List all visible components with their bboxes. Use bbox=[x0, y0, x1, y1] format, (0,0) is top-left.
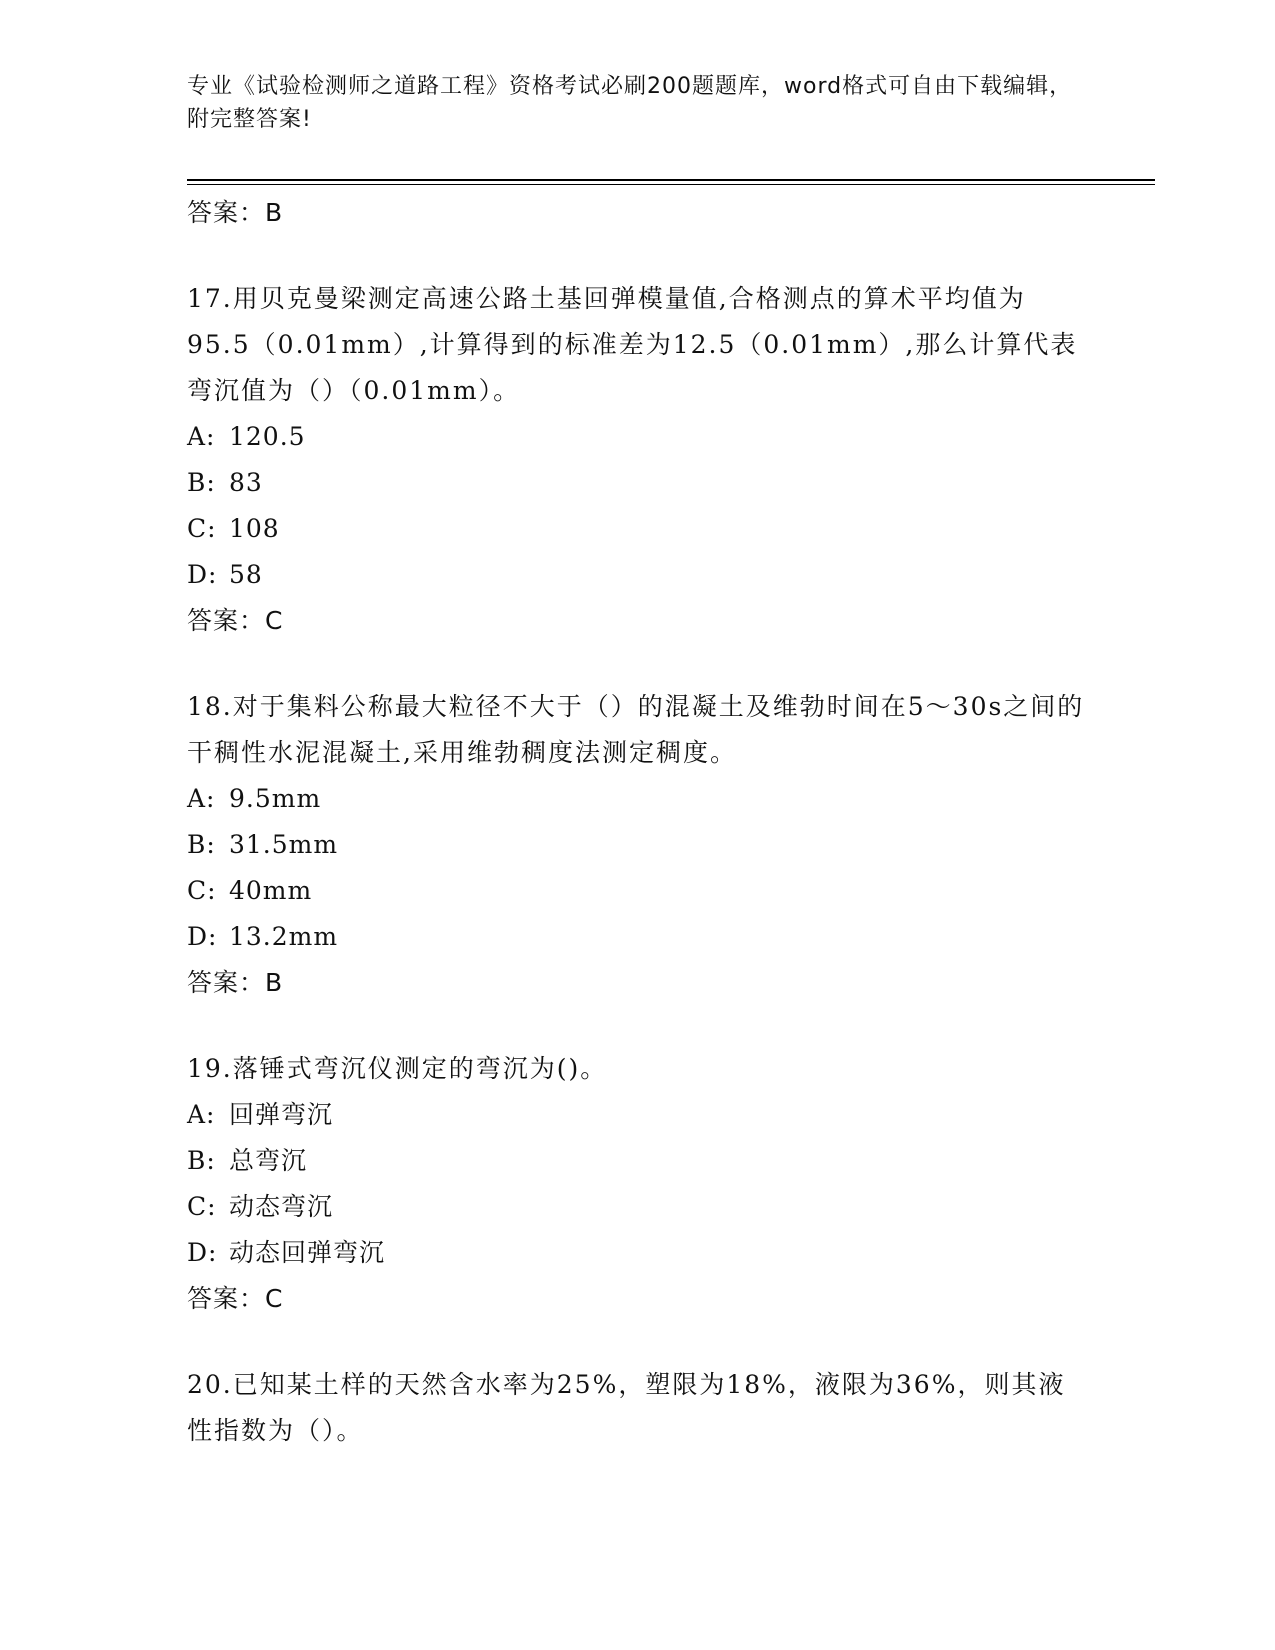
question-20 bbox=[187, 1362, 1087, 1454]
answer-label: 答案：C bbox=[187, 606, 284, 635]
option-d bbox=[187, 552, 1087, 598]
spacer bbox=[187, 644, 1087, 684]
option-a bbox=[187, 776, 1087, 822]
option-letter: C: bbox=[187, 876, 217, 905]
question-text: 19.落锤式弯沉仪测定的弯沉为()。 bbox=[187, 1054, 608, 1083]
option-b bbox=[187, 822, 1087, 868]
header-divider-thick bbox=[187, 179, 1155, 181]
option-letter: A: bbox=[187, 1100, 216, 1129]
option-text: 108 bbox=[229, 514, 280, 543]
option-letter: A: bbox=[187, 422, 216, 451]
question-18 bbox=[187, 684, 1087, 1006]
option-b bbox=[187, 460, 1087, 506]
option-letter: D: bbox=[187, 922, 218, 951]
option-letter: D: bbox=[187, 1238, 218, 1267]
option-text: 总弯沉 bbox=[229, 1146, 308, 1175]
option-c bbox=[187, 868, 1087, 914]
option-letter: C: bbox=[187, 514, 217, 543]
option-text: 83 bbox=[229, 468, 263, 497]
option-d bbox=[187, 914, 1087, 960]
document-header: 专业《试验检测师之道路工程》资格考试必刷200题题库，word格式可自由下载编辑，附完整答案! bbox=[187, 74, 1073, 132]
option-letter: D: bbox=[187, 560, 218, 589]
option-c bbox=[187, 1184, 1087, 1230]
option-letter: C: bbox=[187, 1192, 217, 1221]
option-d bbox=[187, 1230, 1087, 1276]
option-text: 动态回弹弯沉 bbox=[229, 1238, 386, 1267]
option-letter: A: bbox=[187, 784, 216, 813]
question-text: 17.用贝克曼梁测定高速公路土基回弹模量值,合格测点的算术平均值为95.5（0.01mm）,计算得到的标准差为12.5（0.01mm）,那么计算代表弯沉值为（）（0.01mm）。 bbox=[187, 284, 1078, 405]
answer-label: 答案：B bbox=[187, 968, 284, 997]
question-19 bbox=[187, 1046, 1087, 1322]
spacer bbox=[187, 1006, 1087, 1046]
option-text: 58 bbox=[229, 560, 263, 589]
spacer bbox=[187, 1322, 1087, 1362]
header-divider-thin bbox=[187, 184, 1155, 185]
option-a bbox=[187, 414, 1087, 460]
question-list bbox=[187, 190, 1087, 1454]
question-17 bbox=[187, 276, 1087, 644]
option-letter: B: bbox=[187, 1146, 216, 1175]
answer-label: 答案：B bbox=[187, 198, 284, 227]
question-text: 18.对于集料公称最大粒径不大于（）的混凝土及维勃时间在5～30s之间的干稠性水泥混凝土,采用维勃稠度法测定稠度。 bbox=[187, 692, 1085, 767]
option-text: 120.5 bbox=[229, 422, 306, 451]
option-text: 13.2mm bbox=[229, 922, 339, 951]
option-text: 40mm bbox=[229, 876, 313, 905]
option-letter: B: bbox=[187, 468, 216, 497]
option-letter: B: bbox=[187, 830, 216, 859]
option-text: 31.5mm bbox=[229, 830, 339, 859]
option-b bbox=[187, 1138, 1087, 1184]
option-text: 9.5mm bbox=[229, 784, 322, 813]
spacer bbox=[187, 236, 1087, 276]
option-text: 动态弯沉 bbox=[229, 1192, 334, 1221]
option-text: 回弹弯沉 bbox=[229, 1100, 334, 1129]
option-c bbox=[187, 506, 1087, 552]
option-a bbox=[187, 1092, 1087, 1138]
answer-label: 答案：C bbox=[187, 1284, 284, 1313]
question-text: 20.已知某土样的天然含水率为25%，塑限为18%，液限为36%，则其液性指数为（）。 bbox=[187, 1370, 1066, 1445]
